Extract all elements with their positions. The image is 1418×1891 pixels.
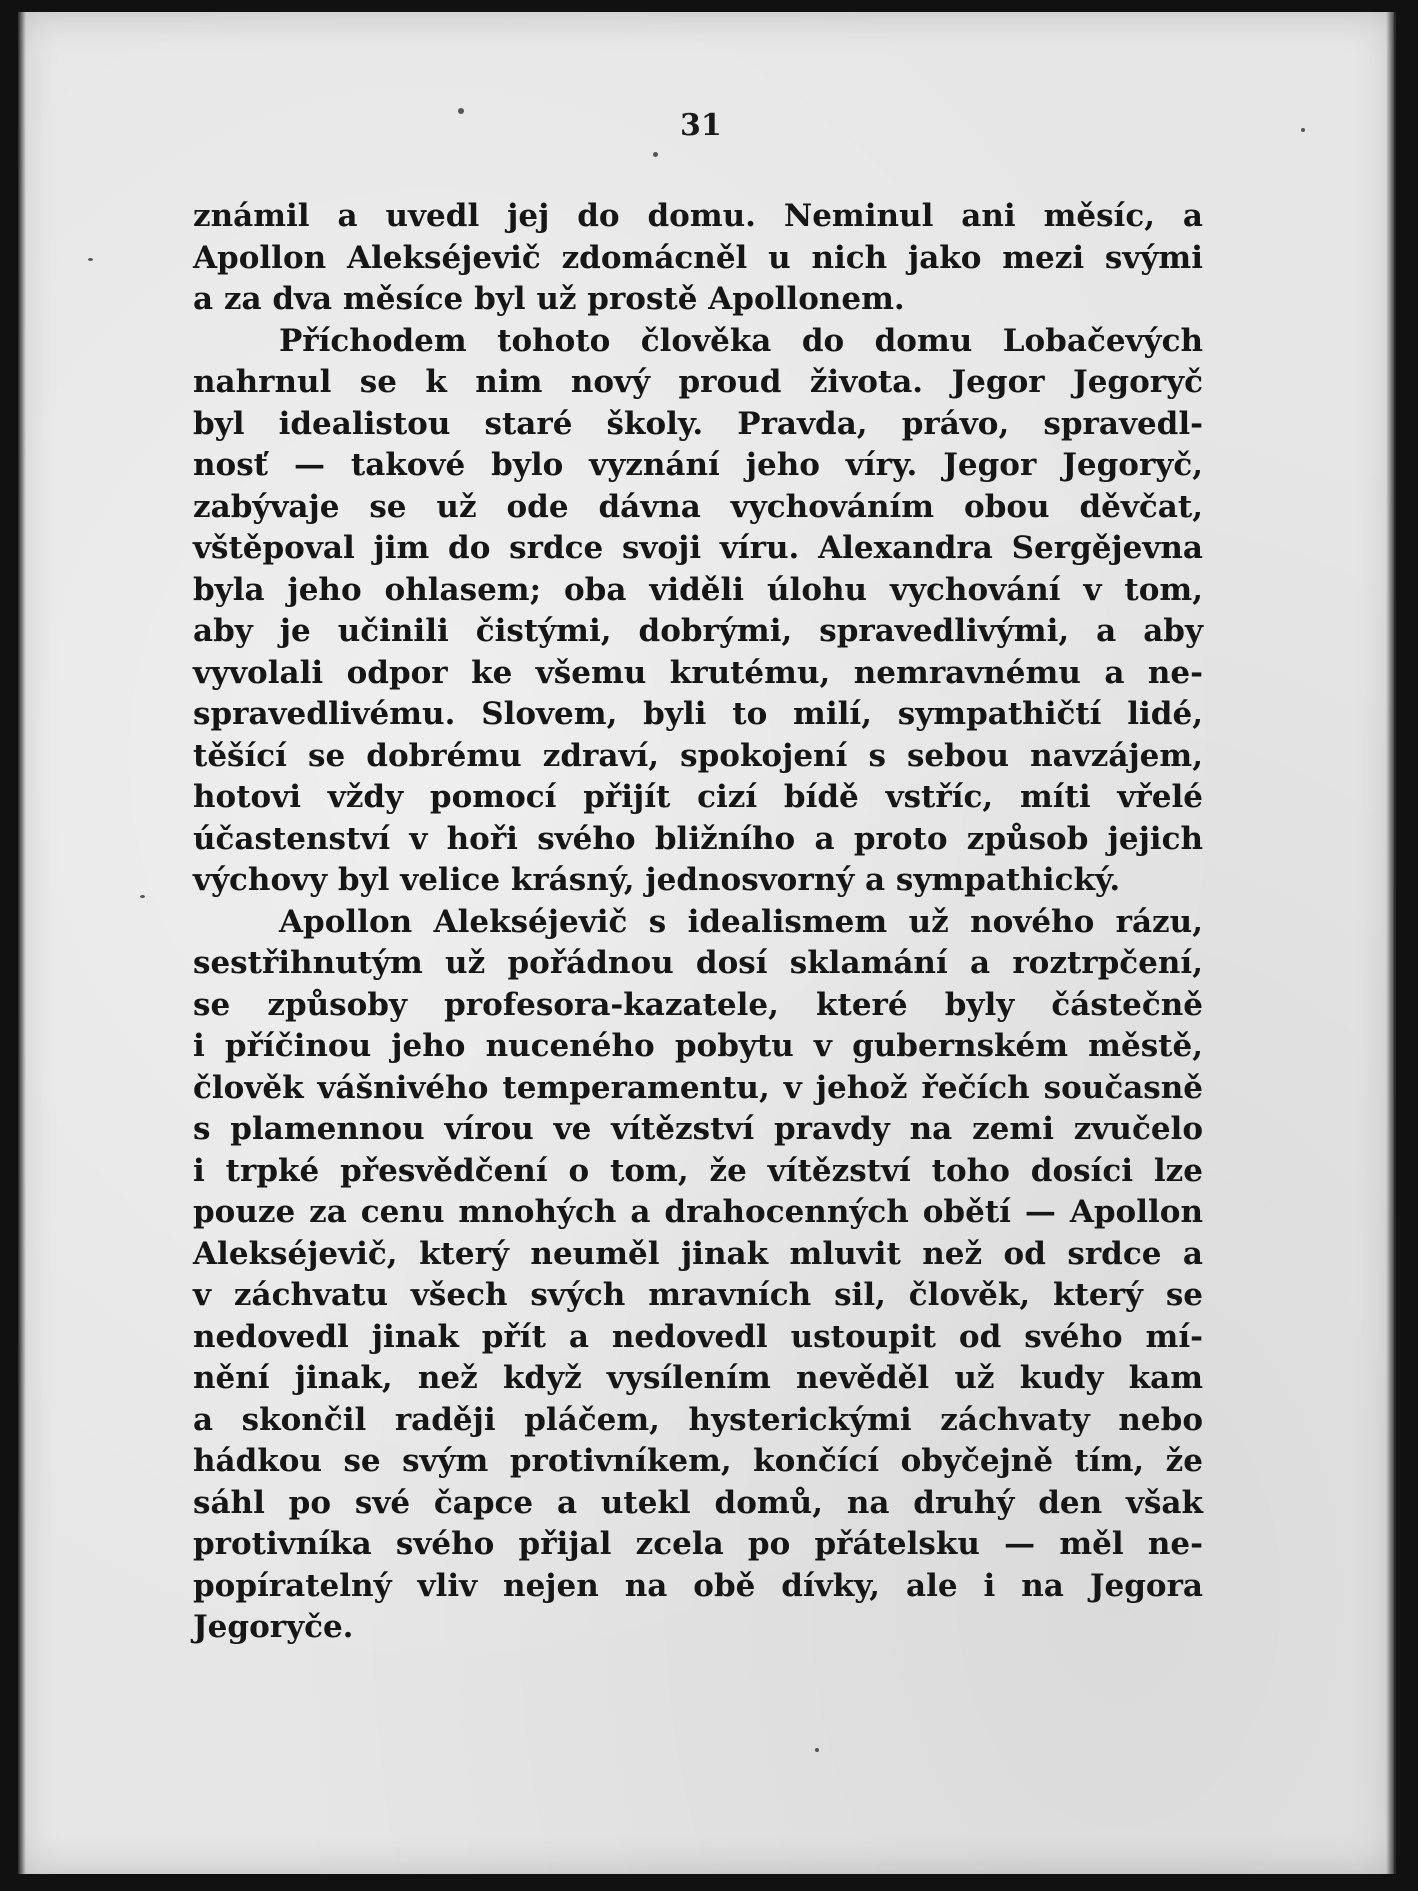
text-line: vyvolali odpor ke všemu krutému, nemravnému a ne- (193, 654, 1203, 691)
ink-speck (1301, 128, 1305, 132)
text-line: aby je učinili čistými, dobrými, spravedlivými, a aby (193, 613, 1203, 649)
text-line: Jegoryče. (193, 1609, 354, 1645)
ink-speck (88, 258, 93, 261)
text-line: byl idealistou staré školy. Pravda, právo, spravedl- (193, 405, 1203, 442)
text-line: účastenství v hoři svého bližního a proto způsob jejich (193, 820, 1203, 857)
text-line: Apollon Alekséjevič zdomácněl u nich jako mezi svými (193, 239, 1203, 276)
ink-speck (653, 152, 658, 157)
page-edge-right (1386, 12, 1396, 1874)
ink-speck (458, 108, 464, 114)
text-line: vštěpoval jim do srdce svoji víru. Alexandra Sergějevna (193, 530, 1203, 566)
text-line: spravedlivému. Slovem, byli to milí, sympathičtí lidé, (193, 696, 1203, 732)
text-line: s plamennou vírou ve vítězství pravdy na zemi zvučelo (193, 1111, 1203, 1147)
text-line: a za dva měsíce byl už prostě Apollonem. (193, 281, 905, 317)
text-line: zabývaje se už ode dávna vychováním obou děvčat, (193, 488, 1203, 525)
text-line: pouze za cenu mnohých a drahocenných obětí — Apollon (193, 1194, 1203, 1230)
text-line: nosť — takové bylo vyznání jeho víry. Jegor Jegoryč, (193, 447, 1203, 483)
text-line: Příchodem tohoto člověka do domu Lobačevých (279, 322, 1203, 359)
text-line: nění jinak, než když vysílením nevěděl už kudy kam (193, 1360, 1203, 1396)
text-line: člověk vášnivého temperamentu, v jehož řečích současně (193, 1069, 1203, 1106)
text-line: známil a uvedl jej do domu. Neminul ani měsíc, a (193, 198, 1203, 234)
body-text (193, 196, 1203, 1649)
text-line: i příčinou jeho nuceného pobytu v gubernském městě, (193, 1028, 1203, 1064)
text-line: se způsoby profesora-kazatele, které byly částečně (193, 986, 1203, 1023)
text-line: Apollon Alekséjevič s idealismem už nového rázu, (279, 903, 1203, 940)
text-line: hotovi vždy pomocí přijít cizí bídě vstříc, míti vřelé (193, 779, 1203, 815)
text-line: sáhl po své čapce a utekl domů, na druhý den však (193, 1484, 1203, 1521)
text-line: byla jeho ohlasem; oba viděli úlohu vychování v tom, (193, 571, 1203, 608)
page-number: 31 (680, 108, 722, 143)
text-line: výchovy byl velice krásný, jednosvorný a sympathický. (193, 862, 1121, 898)
text-line: nedovedl jinak přít a nedovedl ustoupit od svého mí- (193, 1318, 1203, 1355)
text-line: těšící se dobrému zdraví, spokojení s sebou navzájem, (193, 737, 1203, 774)
text-line: nahrnul se k nim nový proud života. Jegor Jegoryč (193, 364, 1203, 400)
text-line: protivníka svého přijal zcela po přátelsku — měl ne- (193, 1526, 1203, 1562)
text-line: popíratelný vliv nejen na obě dívky, ale i na Jegora (193, 1567, 1203, 1604)
text-line: sestřihnutým už pořádnou dosí sklamání a roztrpčení, (193, 945, 1203, 981)
text-line: Alekséjevič, který neuměl jinak mluvit než od srdce a (193, 1235, 1203, 1272)
page-edge-left (18, 12, 26, 1874)
text-line: a skončil raději pláčem, hysterickými záchvaty nebo (193, 1401, 1203, 1438)
ink-speck (815, 1748, 819, 1752)
text-line: i trpké přesvědčení o tom, že vítězství toho dosíci lze (193, 1152, 1203, 1189)
text-line: hádkou se svým protivníkem, končící obyčejně tím, že (193, 1443, 1203, 1479)
text-line: v záchvatu všech svých mravních sil, člověk, který se (193, 1277, 1203, 1313)
ink-speck (140, 895, 145, 898)
